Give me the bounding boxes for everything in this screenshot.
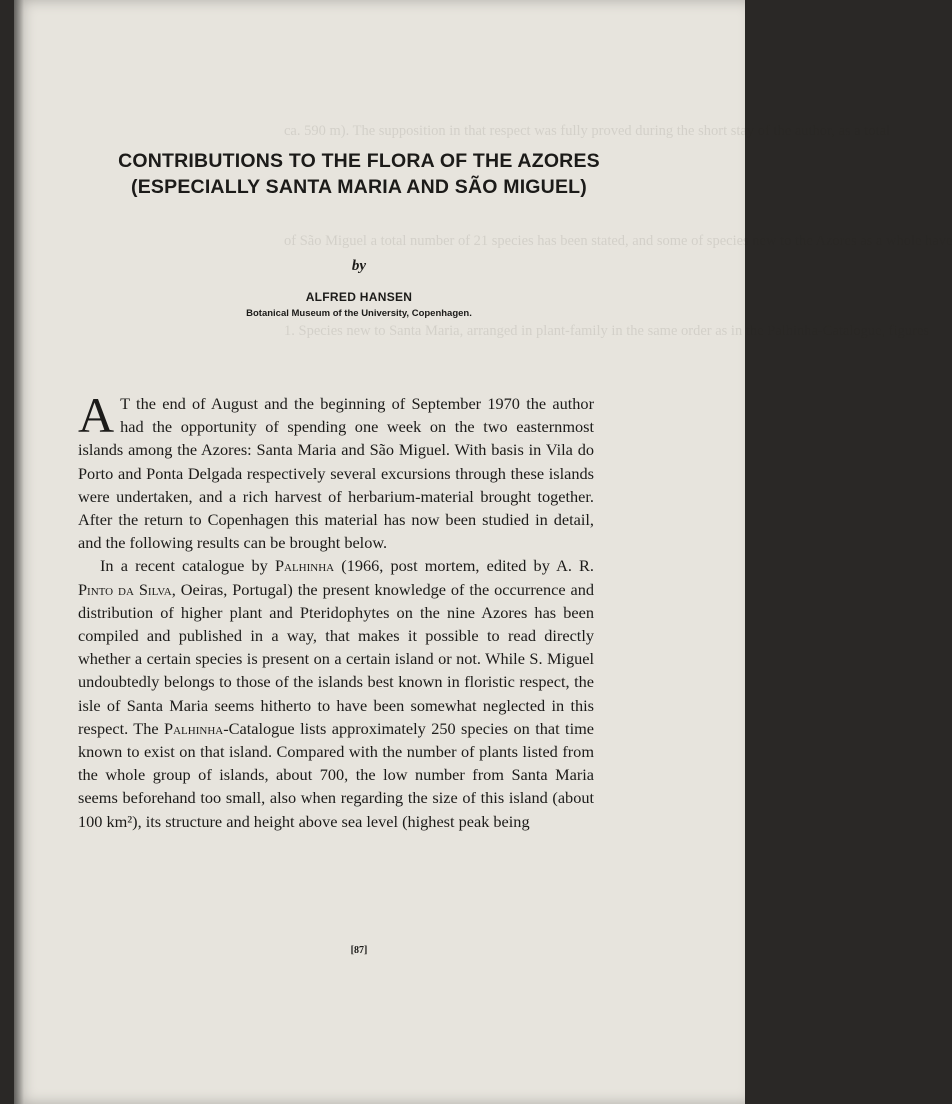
- paragraph-1: [78, 387, 594, 554]
- drop-cap: A: [78, 387, 115, 443]
- paragraph-2: [78, 554, 594, 832]
- author-citation: Palhinha: [164, 718, 224, 738]
- page: [14, 0, 952, 1104]
- show-through-text: 1. Species new to Santa Maria, arranged in plant-family in the same order as in the Palhinha-Catalogue, figures: [284, 323, 930, 339]
- show-through-text: of São Miguel a total number of 21 species has been stated, and some of species new to the Azores as a whole have: [284, 233, 952, 249]
- author-name: ALFRED HANSEN: [305, 290, 413, 304]
- article-title: CONTRIBUTIONS TO THE FLORA OF THE AZORES (ESPECIALLY SANTA MARIA AND SÃO MIGUEL): [118, 150, 600, 198]
- page-number: [87]: [350, 945, 368, 956]
- article-body: [78, 387, 594, 833]
- author-affiliation: Botanical Museum of the University, Copenhagen.: [246, 308, 472, 319]
- text-span: In a recent catalogue by: [100, 556, 275, 576]
- editor-citation: Pinto da Silva: [78, 579, 172, 599]
- author-citation: Palhinha: [274, 556, 335, 576]
- show-through-text: ca. 590 m). The supposition in that respect was fully proved during the short stay of the author, as a total: [284, 123, 891, 139]
- text-span: (1966, post mortem, edited by A. R.: [334, 556, 594, 576]
- text-span: , Oeiras, Portugal) the present knowledge of the occurrence and distribution of higher plant and Pteridophytes on the nine Azores has been compiled and published in a way, that makes it possible to read directly whether a certain species is present on a certain island or not. While S. Miguel undoubtedly belongs to those of the islands best known in floristic respect, the isle of Santa Maria seems hitherto to have been somewhat neglected in this respect. The: [78, 579, 594, 738]
- byline-by: by: [351, 258, 367, 274]
- text-span: -Catalogue lists approximately 250 species on that time known to exist on that island. Compared with the number of plants listed from the whole group of islands, about 700, the low number from Santa Maria seems beforehand too small, also when regarding the size of this island (about 100 km²), its structure and height above sea level (highest peak being: [78, 718, 594, 831]
- paragraph-1-text: T the end of August and the beginning of September 1970 the author had the opportunity of spending one week on the two easternmost islands among the Azores: Santa Maria and São Miguel. With basis in Vila do Porto and Ponta Delgada respectively several excursions through these islands were undertaken, and a rich harvest of herbarium-material brought together. After the return to Copenhagen this material has now been studied in detail, and the following results can be brought below.: [78, 394, 594, 553]
